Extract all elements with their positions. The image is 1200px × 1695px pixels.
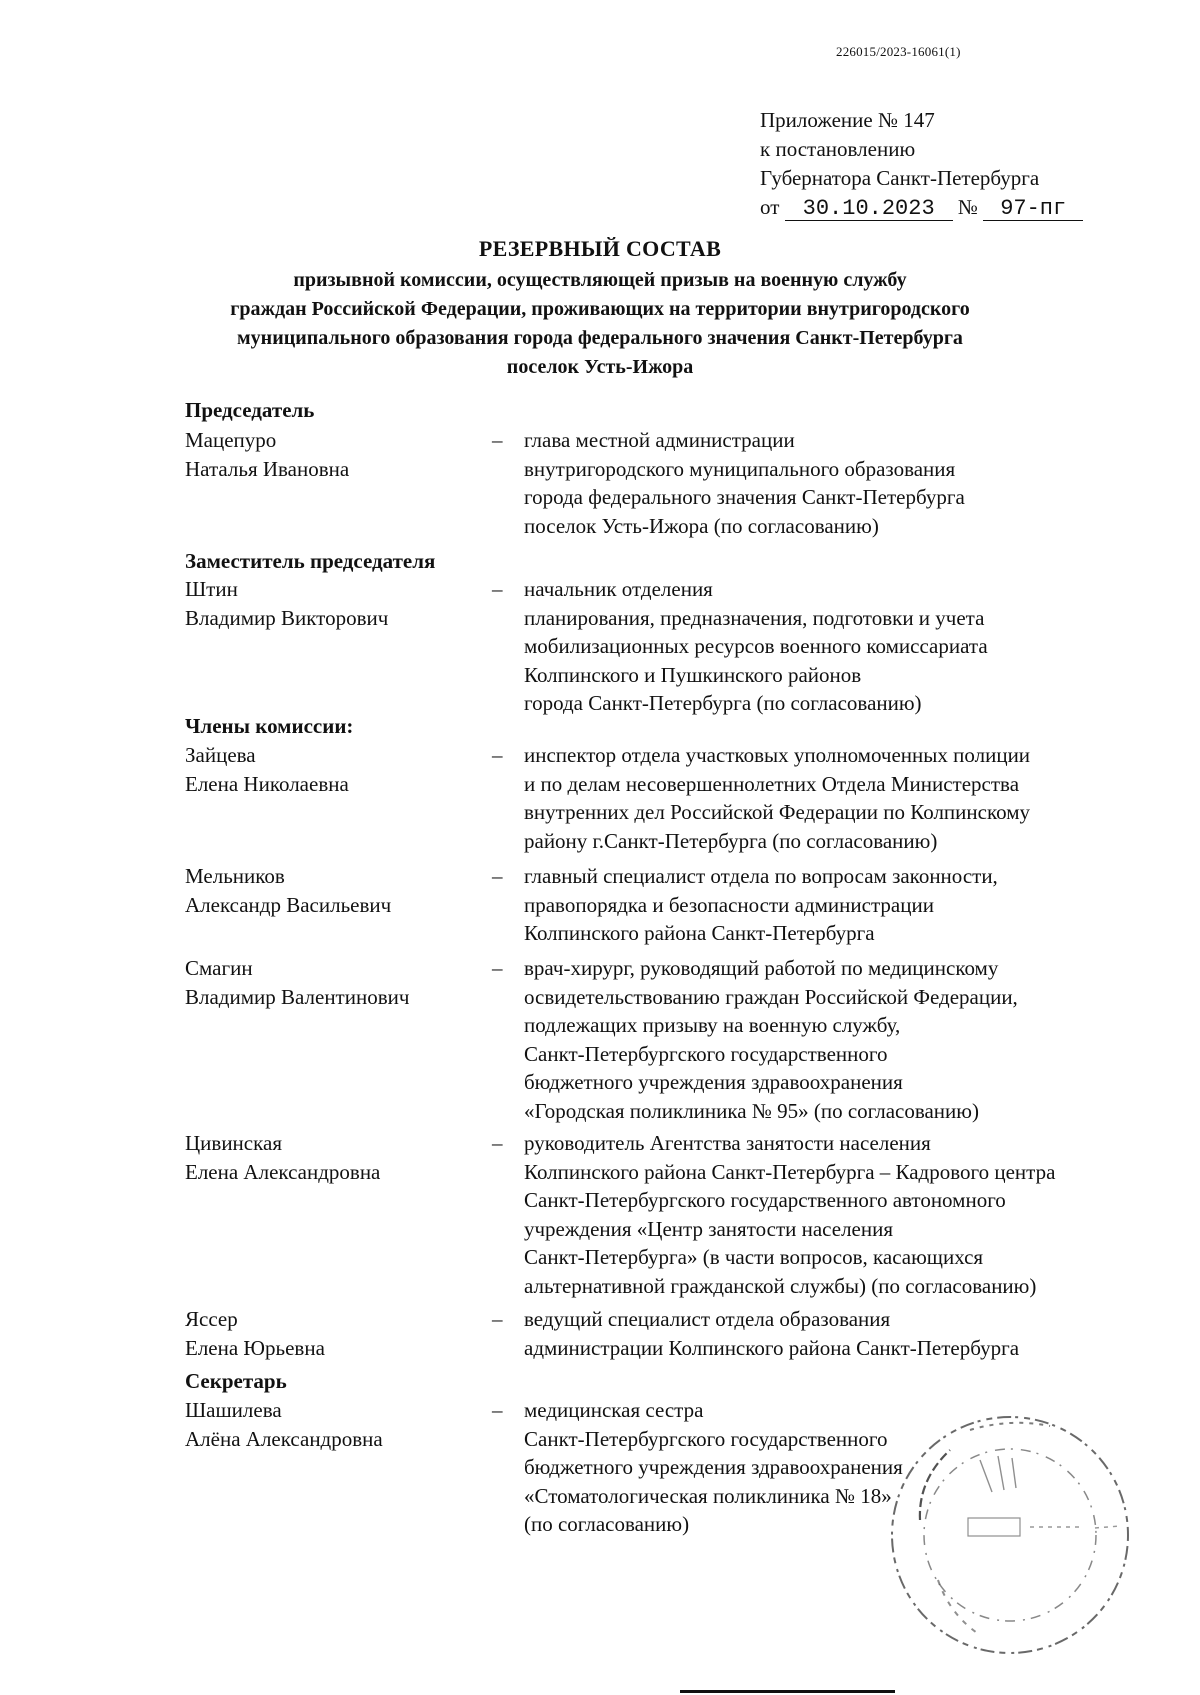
member-dash: – [492,956,503,980]
position-line: врач-хирург, руководящий работой по медицинскому [524,956,999,980]
position-line: Санкт-Петербургского государственного [524,1041,888,1066]
member-name [185,575,388,632]
position-line: альтернативной гражданской службы) (по согласованию) [524,1273,1037,1298]
member-given-names: Владимир Викторович [185,605,389,630]
member-dash: – [492,1131,503,1155]
member-position [524,741,1030,855]
member-given-names: Елена Александровна [185,1159,381,1184]
member-given-names: Владимир Валентинович [185,984,410,1009]
member-name [185,954,409,1011]
position-line: (по согласованию) [524,1512,690,1536]
appendix-date-line [760,193,1083,222]
member-dash: – [492,428,503,452]
document-subtitle [150,266,1050,382]
position-line: «Стоматологическая поликлиника № 18» [524,1483,892,1508]
document-title: РЕЗЕРВНЫЙ СОСТАВ [478,236,722,261]
appendix-to-resolution: к постановлению [760,137,916,161]
position-line: города Санкт-Петербурга (по согласованию) [524,691,922,715]
appendix-governor: Губернатора Санкт-Петербурга [760,166,1040,190]
appendix-from-label: от [760,195,780,219]
appendix-number: Приложение № 147 [760,108,935,132]
member-dash: – [492,864,503,888]
member-position [524,426,965,540]
position-line: поселок Усть-Ижора (по согласованию) [524,513,879,538]
member-surname: Смагин [185,956,253,980]
position-line: внутригородского муниципального образования [524,456,956,481]
member-dash: – [492,743,503,767]
position-line: бюджетного учреждения здравоохранения [524,1455,903,1479]
member-surname: Цивинская [185,1131,282,1155]
position-line: бюджетного учреждения здравоохранения [524,1070,903,1094]
member-position [524,1129,1055,1300]
document-id: 226015/2023-16061(1) [836,44,961,59]
position-line: глава местной администрации [524,428,795,452]
member-position [524,1305,1019,1362]
position-line: Колпинского и Пушкинского районов [524,662,862,687]
position-line: «Городская поликлиника № 95» (по согласованию) [524,1098,979,1123]
member-surname: Шашилева [185,1398,282,1422]
official-seal-stamp [880,1400,1140,1660]
member-position [524,862,998,948]
position-line: Санкт-Петербургского государственного [524,1426,888,1451]
member-name [185,1396,383,1453]
position-line: инспектор отдела участковых уполномоченных полиции [524,743,1031,767]
member-given-names: Елена Николаевна [185,771,349,796]
position-line: правопорядка и безопасности администрации [524,892,934,917]
member-surname: Мацепуро [185,428,277,452]
position-line: Колпинского района Санкт-Петербурга – Кадрового центра [524,1159,1056,1184]
appendix-date: 30.10.2023 [785,198,953,221]
position-line: мобилизационных ресурсов военного комиссариата [524,634,988,658]
member-name [185,1305,325,1362]
position-line: медицинская сестра [524,1398,704,1422]
position-line: города федерального значения Санкт-Петербурга [524,485,965,509]
member-surname: Яссер [185,1307,238,1331]
member-position [524,954,1018,1125]
role-heading-deputy: Заместитель председателя [185,549,436,573]
position-line: внутренних дел Российской Федерации по Колпинскому [524,800,1030,824]
member-name [185,1129,380,1186]
member-given-names: Александр Васильевич [185,892,392,917]
subtitle-line: призывной комиссии, осуществляющей призыв на военную службу [293,269,907,291]
bottom-divider [680,1690,895,1693]
subtitle-line: граждан Российской Федерации, проживающих на территории внутригородского [230,298,970,320]
position-line: администрации Колпинского района Санкт-Петербурга [524,1335,1020,1360]
member-dash: – [492,577,503,601]
role-heading-members: Члены комиссии: [185,714,354,738]
appendix-block [760,106,1083,222]
position-line: главный специалист отдела по вопросам законности, [524,864,998,888]
position-line: планирования, предназначения, подготовки и учета [524,605,985,630]
member-position [524,575,988,718]
member-name [185,426,349,483]
position-line: Колпинского района Санкт-Петербурга [524,921,875,945]
position-line: району г.Санкт-Петербурга (по согласованию) [524,828,938,853]
appendix-number-sign: № [957,195,978,219]
position-line: и по делам несовершеннолетних Отдела Министерства [524,771,1020,796]
position-line: начальник отделения [524,577,713,601]
position-line: ведущий специалист отдела образования [524,1307,891,1331]
member-given-names: Наталья Ивановна [185,456,350,481]
position-line: учреждения «Центр занятости населения [524,1216,894,1241]
member-surname: Мельников [185,864,285,888]
member-name [185,741,349,798]
role-heading-chair: Председатель [185,398,315,422]
subtitle-line: поселок Усть-Ижора [506,356,694,378]
position-line: Санкт-Петербурга» (в части вопросов, касающихся [524,1245,984,1269]
member-surname: Штин [185,577,238,601]
position-line: Санкт-Петербургского государственного автономного [524,1188,1006,1212]
member-surname: Зайцева [185,743,256,767]
position-line: подлежащих призыву на военную службу, [524,1013,901,1037]
member-given-names: Елена Юрьевна [185,1335,325,1360]
position-line: освидетельствованию граждан Российской Федерации, [524,984,1018,1009]
position-line: руководитель Агентства занятости населения [524,1131,931,1155]
member-position [524,1396,903,1539]
subtitle-line: муниципального образования города федерального значения Санкт-Петербурга [237,327,963,349]
member-name [185,862,391,919]
member-dash: – [492,1307,503,1331]
role-heading-secretary: Секретарь [185,1369,287,1393]
appendix-resolution-number: 97-пг [983,198,1083,221]
member-dash: – [492,1398,503,1422]
member-given-names: Алёна Александровна [185,1426,383,1451]
